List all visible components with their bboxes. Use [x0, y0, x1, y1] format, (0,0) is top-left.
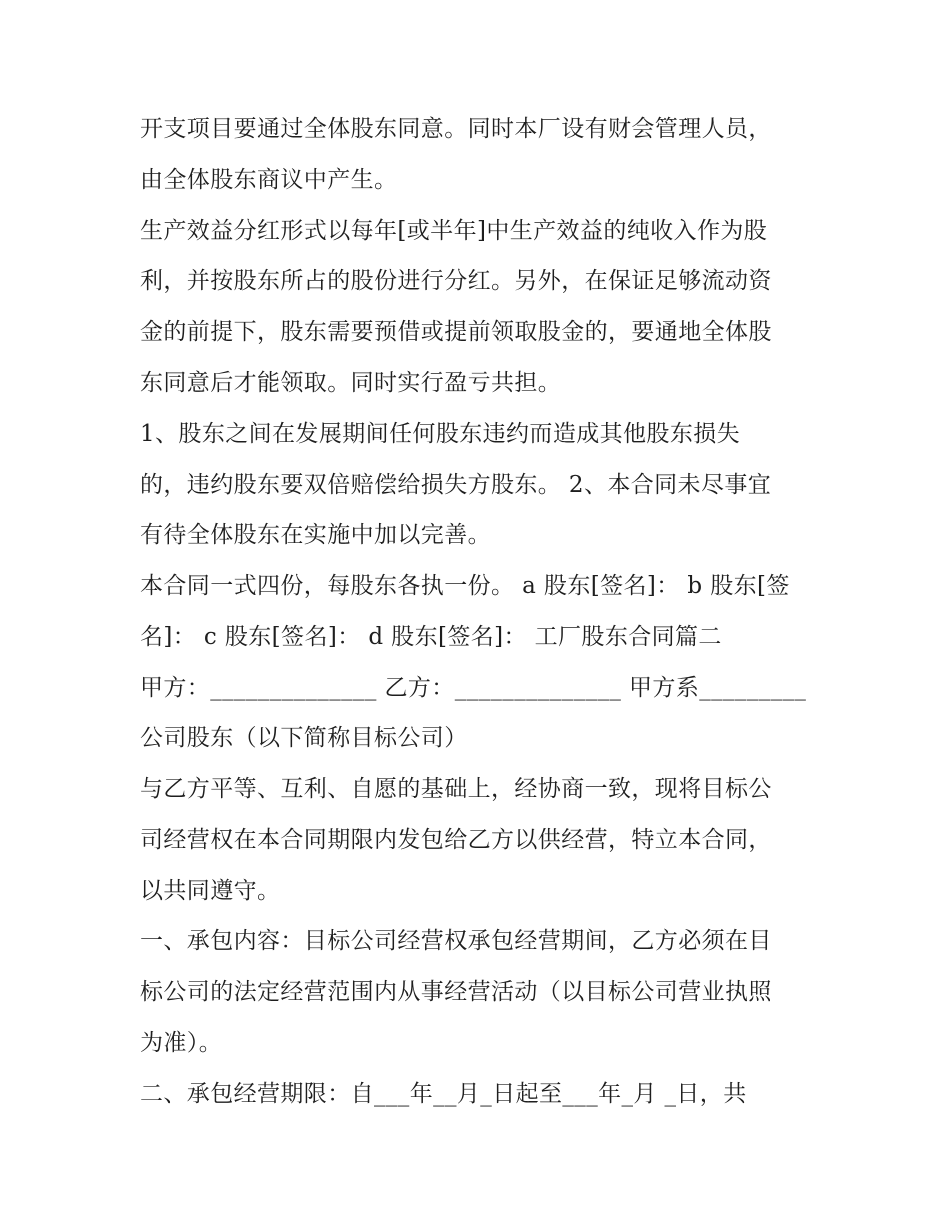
body-text-line: 生产效益分红形式以每年[或半年]中生产效益的纯收入作为股 [140, 218, 768, 244]
body-text-line: 一、承包内容：目标公司经营权承包经营期间，乙方必须在目 [140, 928, 772, 954]
body-text-line: 由全体股东商议中产生。 [140, 167, 398, 193]
body-text-line: 本合同一式四份，每股东各执一份。 a 股东[签名]： b 股东[签 [140, 573, 790, 599]
body-text-line: 的，违约股东要双倍赔偿给损失方股东。 2、本合同未尽事宜 [140, 472, 772, 498]
body-text-line: 名]： c 股东[签名]： d 股东[签名]： 工厂股东合同篇二 [140, 624, 722, 650]
body-text-line: 司经营权在本合同期限内发包给乙方以供经营，特立本合同， [140, 827, 772, 853]
body-text-line: 利，并按股东所占的股份进行分红。另外，在保证足够流动资 [140, 268, 772, 294]
body-text-line: 二、承包经营期限：自___年__月_日起至___年_月 _日，共 [140, 1081, 747, 1107]
body-text-line: 公司股东（以下简称目标公司） [140, 725, 468, 751]
body-text-line: 以共同遵守。 [140, 878, 281, 904]
body-text-line: 开支项目要通过全体股东同意。同时本厂设有财会管理人员， [140, 116, 772, 142]
body-text-line: 为准）。 [140, 1030, 223, 1056]
body-text-line: 与乙方平等、互利、自愿的基础上，经协商一致，现将目标公 [140, 776, 772, 802]
body-text-line: 有待全体股东在实施中加以完善。 [140, 522, 491, 548]
body-text-line: 标公司的法定经营范围内从事经营活动（以目标公司营业执照 [140, 979, 772, 1005]
body-text-line: 东同意后才能领取。同时实行盈亏共担。 [140, 370, 562, 396]
body-text-line: 甲方：______________ 乙方：______________ 甲方系_________ [140, 675, 807, 701]
body-text-line: 金的前提下，股东需要预借或提前领取股金的，要通地全体股 [140, 319, 772, 345]
body-text-line: 1、股东之间在发展期间任何股东违约而造成其他股东损失 [140, 421, 741, 447]
